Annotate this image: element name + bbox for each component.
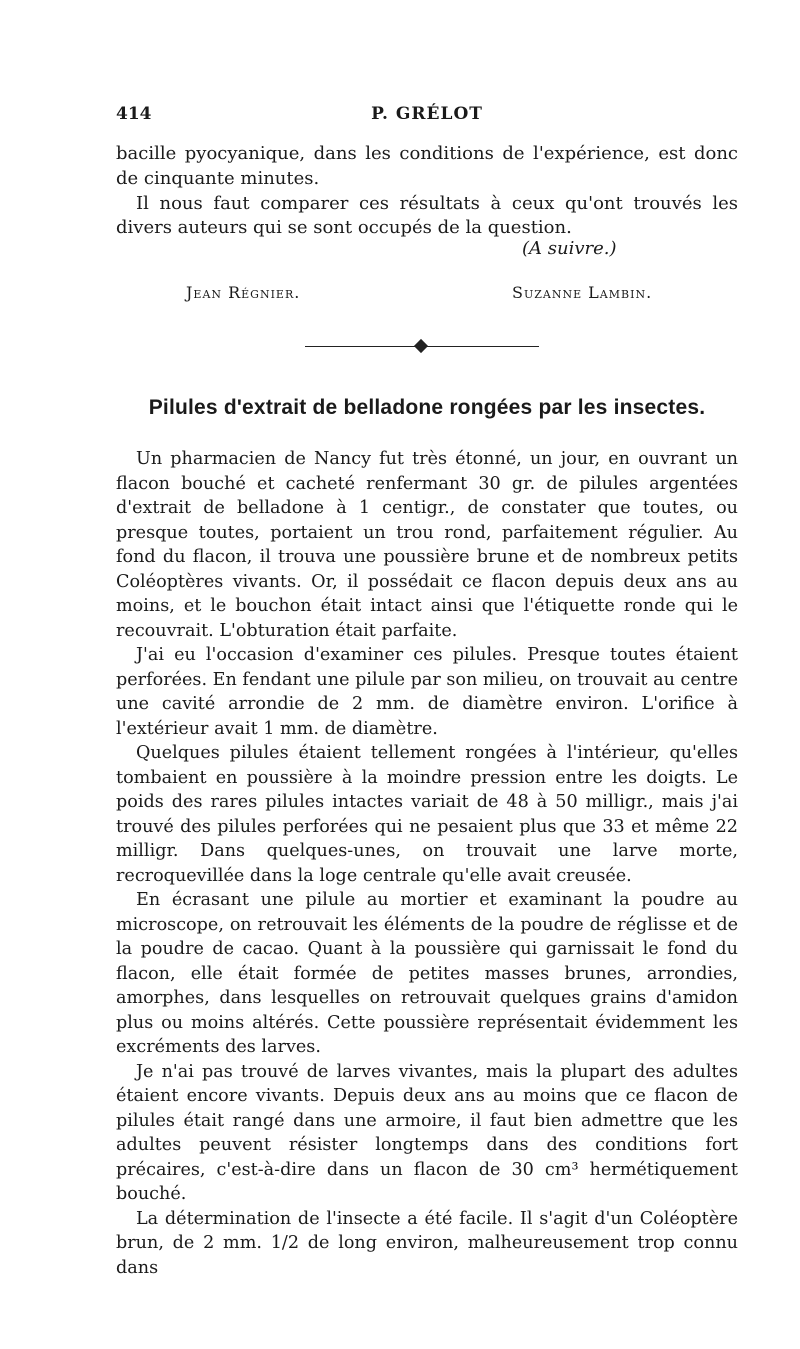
article-title: Pilules d'extrait de belladone rongées par les insectes. <box>148 396 706 419</box>
signature-right: Suzanne Lambin. <box>512 283 653 302</box>
intro-paragraph-1: bacille pyocyanique, dans les conditions de l'expérience, est donc de cinquante minutes. <box>116 143 738 189</box>
intro-paragraph-2: Il nous faut comparer ces résultats à ceux qu'ont trouvés les divers auteurs qui se sont occupés de la question. <box>116 192 738 239</box>
body-paragraph: Je n'ai pas trouvé de larves vivantes, mais la plupart des adultes étaient encore vivants. Depuis deux ans au moins que ce flacon de pilules était rangé dans une armoire, il faut bien admettre que les adultes peuvent résister longtemps dans des conditions fort précaires, c'est-à-dire dans un flacon de 30 cm³ hermétiquement bouché. <box>116 1061 738 1204</box>
body-paragraph: Un pharmacien de Nancy fut très étonné, un jour, en ouvrant un flacon bouché et cacheté renfermant 30 gr. de pilules argentées d'extrait de belladone à 1 centigr., de constater que toutes, ou presque toutes, portaient un trou rond, parfaitement régulier. Au fond du flacon, il trouva une poussière brune et de nombreux petits Coléoptères vivants. Or, il possédait ce flacon depuis deux ans au moins, et le bouchon était intact ainsi que l'étiquette ronde qui le recouvrait. L'obturation était parfaite. <box>116 449 738 641</box>
page-number: 414 <box>116 104 152 124</box>
to-follow-note: (A suivre.) <box>522 238 617 259</box>
body-paragraph: Quelques pilules étaient tellement rongées à l'intérieur, qu'elles tombaient en poussière à la moindre pression entre les doigts. Le poids des rares pilules intactes variait de 48 à 50 milligr., mais j'ai trouvé des pilules perforées qui ne pesaient plus que 33 et même 22 milligr. Dans quelques-unes, on trouvait une larve morte, recroquevillée dans la loge centrale qu'elle avait creusée. <box>116 743 738 886</box>
body-paragraph: La détermination de l'insecte a été facile. Il s'agit d'un Coléoptère brun, de 2 mm. 1/2 de long environ, malheureusement trop connu dans <box>116 1208 738 1278</box>
page-header <box>116 104 738 128</box>
body-paragraph: J'ai eu l'occasion d'examiner ces pilules. Presque toutes étaient perforées. En fendant une pilule par son milieu, on trouvait au centre une cavité arrondie de 2 mm. de diamètre environ. L'orifice à l'extérieur avait 1 mm. de diamètre. <box>116 645 738 739</box>
body-paragraph: En écrasant une pilule au mortier et examinant la poudre au microscope, on retrouvait les éléments de la poudre de réglisse et de la poudre de cacao. Quant à la poussière qui garnissait le fond du flacon, elle était formée de petites masses brunes, arrondies, amorphes, dans lesquelles on retrouvait quelques grains d'amidon plus ou moins altérés. Cette poussière représentait évidemment les excréments des larves. <box>116 890 738 1057</box>
intro-text <box>116 142 738 241</box>
divider-ornament <box>414 339 428 353</box>
signature-left: Jean Régnier. <box>186 283 301 302</box>
article-body <box>116 447 738 1280</box>
running-head: P. GRÉLOT <box>371 104 483 124</box>
